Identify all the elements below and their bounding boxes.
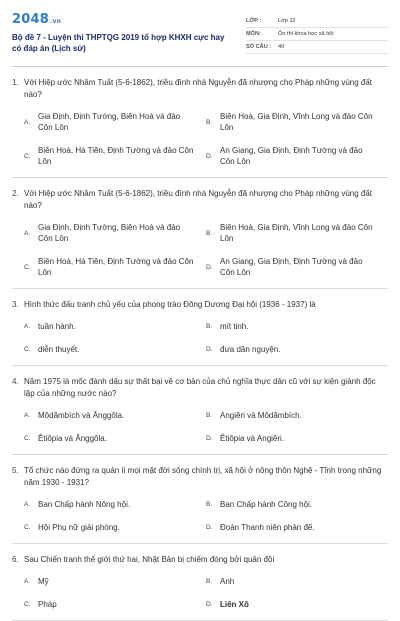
option-text: tuần hành.: [38, 322, 76, 331]
answer-options: [24, 321, 388, 355]
option-letter: A.: [24, 578, 31, 585]
meta-row-question-count: [246, 41, 388, 54]
option-text: Biên Hoà, Gia Định, Vĩnh Long và đảo Côn Lôn: [220, 112, 373, 132]
question-number: 6.: [12, 555, 19, 564]
exam-meta: [246, 15, 388, 62]
option-letter: D.: [206, 524, 213, 531]
option-letter: A.: [24, 412, 31, 419]
question-stem: [12, 188, 388, 212]
option-letter: C.: [24, 601, 31, 608]
option-text: Biên Hoà, Gia Định, Vĩnh Long và đảo Côn Lôn: [220, 223, 373, 243]
question-stem: [12, 77, 388, 101]
question-number: 5.: [12, 466, 19, 475]
answer-option[interactable]: [24, 599, 206, 610]
option-text: Biên Hoà, Hà Tiên, Định Tường và đảo Côn Lôn: [38, 146, 194, 166]
option-letter: D.: [206, 263, 213, 271]
option-text: Môdămbích và Ănggôla.: [38, 411, 125, 420]
meta-row-grade: [246, 15, 388, 28]
option-letter: D.: [206, 601, 213, 608]
option-letter: A.: [24, 118, 31, 126]
answer-option[interactable]: [206, 344, 388, 355]
question-stem: [12, 554, 388, 566]
option-text: Pháp: [38, 600, 57, 609]
question-text: Với Hiệp ước Nhâm Tuất (5-6-1862), triều đình nhà Nguyễn đã nhượng cho Pháp những vùng đất nào?: [24, 78, 373, 99]
option-letter: A.: [24, 501, 31, 508]
option-text: Ban Chấp hành Nông hội.: [38, 500, 131, 509]
answer-options: [24, 222, 388, 278]
meta-value: Lớp 12: [278, 18, 296, 24]
answer-options: [24, 499, 388, 533]
answer-option[interactable]: [24, 433, 206, 444]
option-letter: B.: [206, 501, 213, 508]
question-item: [12, 178, 388, 289]
meta-value: Ôn thi khoa học xã hội: [278, 31, 334, 37]
answer-option[interactable]: [206, 222, 388, 244]
option-letter: C.: [24, 435, 31, 442]
option-letter: C.: [24, 524, 31, 531]
option-text: đưa dân nguyện.: [220, 345, 281, 354]
option-text: Liên Xô: [220, 600, 249, 609]
header: [12, 0, 388, 62]
question-stem: [12, 465, 388, 489]
question-text: Với Hiệp ước Nhâm Tuất (5-6-1862), triều đình nhà Nguyễn đã nhượng cho Pháp những vùng đất nào?: [24, 189, 373, 210]
question-stem: [12, 299, 388, 311]
answer-options: [24, 576, 388, 610]
option-text: mít tinh.: [220, 322, 249, 331]
logo-suffix: .vn: [49, 18, 62, 25]
option-text: Gia Định, Định Tường, Biên Hoà và đảo Côn Lôn: [38, 112, 181, 132]
question-list: [12, 67, 388, 621]
answer-option[interactable]: [206, 321, 388, 332]
question-text: Hình thức đấu tranh chủ yếu của phong trào Đông Dương Đại hội (1936 - 1937) là: [24, 300, 316, 309]
answer-options: [24, 410, 388, 444]
question-item: [12, 544, 388, 621]
answer-option[interactable]: [206, 599, 388, 610]
page-title: Bộ đề 7 - Luyện thi THPTQG 2019 tổ hợp KHXH cực hay có đáp án (Lịch sử): [12, 33, 225, 53]
answer-options: [24, 111, 388, 167]
option-letter: C.: [24, 152, 31, 160]
option-text: Ban Chấp hành Công hội.: [220, 500, 313, 509]
answer-option[interactable]: [24, 321, 206, 332]
option-letter: B.: [206, 412, 213, 419]
question-text: Tổ chức nào đứng ra quản lí mọi mặt đời sống chính trị, xã hội ở nông thôn Nghệ - Tĩnh trong những năm 1930 - 1931?: [24, 466, 382, 487]
answer-option[interactable]: [206, 410, 388, 421]
answer-option[interactable]: [24, 256, 206, 278]
option-letter: D.: [206, 346, 213, 353]
question-item: [12, 366, 388, 455]
answer-option[interactable]: [206, 111, 388, 133]
option-letter: D.: [206, 435, 213, 442]
option-text: diễn thuyết.: [38, 345, 80, 354]
option-letter: B.: [206, 118, 213, 126]
question-item: [12, 289, 388, 366]
option-text: Êtiôpia và Angiêri.: [220, 434, 285, 443]
question-text: Sau Chiến tranh thế giới thứ hai, Nhật Bản bị chiếm đóng bởi quân đội: [24, 555, 275, 564]
option-letter: A.: [24, 229, 31, 237]
answer-option[interactable]: [206, 522, 388, 533]
answer-option[interactable]: [24, 499, 206, 510]
answer-option[interactable]: [24, 410, 206, 421]
answer-option[interactable]: [206, 499, 388, 510]
option-letter: C.: [24, 346, 31, 353]
option-letter: C.: [24, 263, 31, 271]
question-text: Năm 1975 là mốc đánh dấu sự thất bại về cơ bản của chủ nghĩa thực dân cũ với sự kiện giành độc lập của những nước nào?: [24, 377, 376, 398]
site-logo[interactable]: [12, 13, 227, 29]
option-text: Gia Định, Định Tường, Biên Hoà và đảo Côn Lôn: [38, 223, 181, 243]
brand-block: [12, 13, 227, 62]
option-text: Hội Phụ nữ giải phóng.: [38, 523, 120, 532]
option-text: Angiêri và Môdămbích.: [220, 411, 302, 420]
option-letter: B.: [206, 323, 213, 330]
option-text: An Giang, Gia Định, Định Tường và đảo Côn Lôn: [220, 146, 363, 166]
question-item: [12, 455, 388, 544]
meta-value: 40: [278, 44, 285, 50]
question-item: [12, 67, 388, 178]
logo-main: 2048: [12, 12, 49, 27]
option-text: Biên Hoà, Hà Tiên, Định Tường và đảo Côn Lôn: [38, 257, 194, 277]
option-text: Đoàn Thanh niên phản đế.: [220, 523, 315, 532]
question-number: 3.: [12, 300, 19, 309]
question-number: 4.: [12, 377, 19, 386]
answer-option[interactable]: [206, 256, 388, 278]
question-stem: [12, 376, 388, 400]
option-letter: A.: [24, 323, 31, 330]
meta-label: LỚP :: [246, 18, 262, 24]
answer-option[interactable]: [24, 222, 206, 244]
question-number: 2.: [12, 189, 19, 198]
meta-row-subject: [246, 28, 388, 41]
option-text: Anh: [220, 577, 235, 586]
question-number: 1.: [12, 78, 19, 87]
option-text: An Giang, Gia Định, Định Tường và đảo Côn Lôn: [220, 257, 363, 277]
option-letter: D.: [206, 152, 213, 160]
answer-option[interactable]: [24, 111, 206, 133]
answer-option[interactable]: [24, 522, 206, 533]
answer-option[interactable]: [24, 145, 206, 167]
option-text: Êtiôpia và Ănggôla.: [38, 434, 107, 443]
answer-option[interactable]: [206, 433, 388, 444]
option-text: Mỹ: [38, 577, 49, 586]
answer-option[interactable]: [24, 576, 206, 587]
option-letter: B.: [206, 578, 213, 585]
answer-option[interactable]: [206, 145, 388, 167]
answer-option[interactable]: [206, 576, 388, 587]
meta-label: MÔN:: [246, 31, 261, 37]
option-letter: B.: [206, 229, 213, 237]
meta-label: SỐ CÂU :: [246, 44, 272, 50]
answer-option[interactable]: [24, 344, 206, 355]
